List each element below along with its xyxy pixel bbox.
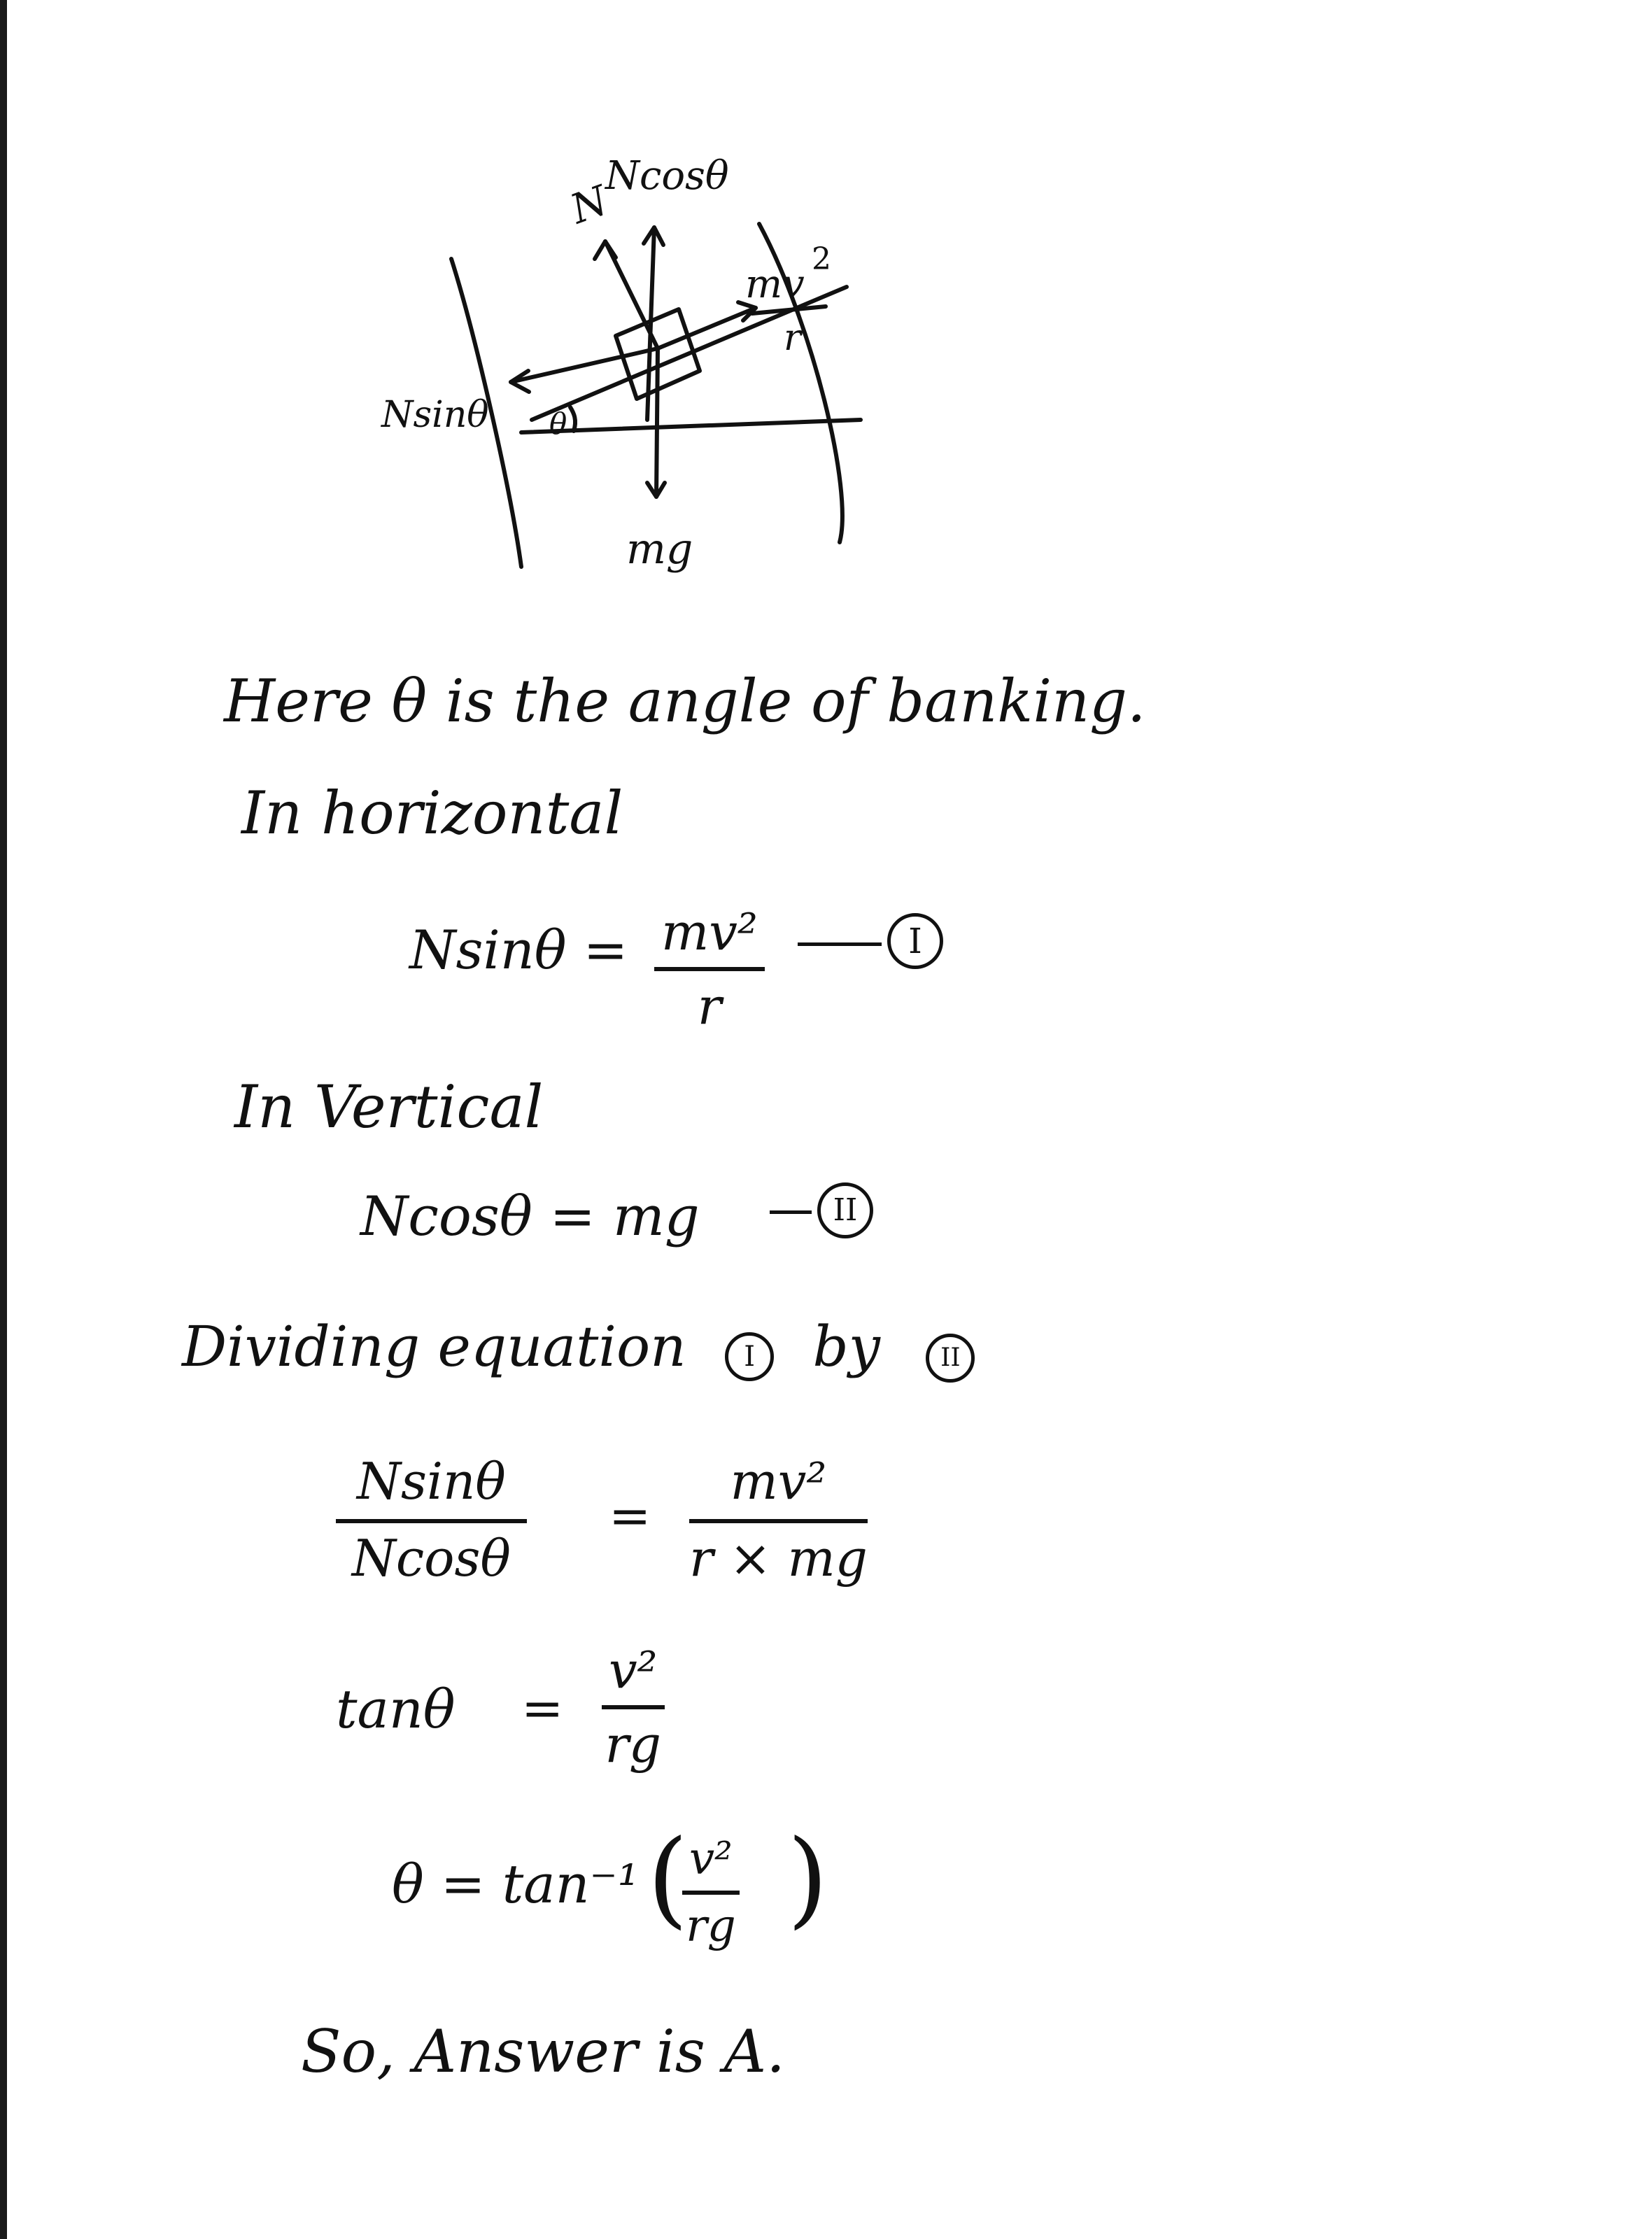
text-dividing-equation bbox=[182, 1314, 975, 1383]
mg-arrow bbox=[656, 348, 658, 497]
eq2: Ncosθ = mg bbox=[360, 1185, 700, 1248]
eq4-fraction bbox=[602, 1641, 665, 1774]
eq1-fraction bbox=[654, 903, 765, 1036]
eq1-tag bbox=[798, 913, 943, 969]
dividing-text-a: Dividing equation bbox=[182, 1314, 686, 1379]
eq3-right-fraction bbox=[689, 1452, 868, 1588]
eq4-numerator: v² bbox=[602, 1641, 665, 1709]
dividing-text-b: by bbox=[812, 1314, 880, 1379]
text-answer: So, Answer is A. bbox=[301, 2017, 785, 2086]
label-nsin: Nsinθ bbox=[381, 394, 489, 436]
eq1-lhs: Nsinθ = bbox=[409, 919, 628, 981]
eq5-denominator: rg bbox=[686, 1900, 736, 1952]
eq2-tag-circle: II bbox=[817, 1182, 873, 1238]
eq4-lhs: tanθ bbox=[336, 1678, 456, 1740]
label-n: N bbox=[564, 176, 614, 234]
angle-arc bbox=[570, 407, 575, 431]
eq3-left-denominator: Ncosθ bbox=[351, 1529, 511, 1588]
eq5-numerator: v² bbox=[682, 1833, 740, 1895]
eq3-right-denominator: r × mg bbox=[689, 1529, 868, 1588]
eq3-right-numerator: mv² bbox=[689, 1452, 868, 1523]
label-mv: mv bbox=[745, 262, 805, 307]
label-ncos: Ncosθ bbox=[605, 153, 729, 199]
text-in-vertical: In Vertical bbox=[234, 1073, 544, 1141]
eq1-tag-circle: I bbox=[887, 913, 943, 969]
eq5-fraction bbox=[682, 1833, 740, 1952]
eq5-lhs: θ = tan⁻¹ bbox=[392, 1853, 640, 1915]
eq3-left-fraction bbox=[336, 1452, 527, 1588]
eq3-left-numerator: Nsinθ bbox=[336, 1452, 527, 1523]
label-mv-exp: 2 bbox=[812, 241, 831, 277]
label-r-diagram: r bbox=[784, 317, 801, 359]
page-left-edge bbox=[0, 0, 7, 2239]
eq1-denominator: r bbox=[697, 977, 722, 1036]
text-in-horizontal: In horizontal bbox=[241, 779, 623, 847]
banking-force-diagram bbox=[364, 126, 994, 630]
eq1-numerator: mv² bbox=[654, 903, 765, 971]
eq5-open-paren: ( bbox=[647, 1818, 689, 1940]
eq3-equals: = bbox=[609, 1486, 651, 1545]
eq4-equals: = bbox=[521, 1679, 564, 1737]
eq4-denominator: rg bbox=[605, 1715, 662, 1774]
text-angle-of-banking: Here θ is the angle of banking. bbox=[224, 667, 1146, 735]
dividing-tag-2: II bbox=[926, 1334, 975, 1383]
dividing-tag-1: I bbox=[725, 1332, 774, 1381]
eq2-tag bbox=[770, 1182, 873, 1238]
eq5-close-paren: ) bbox=[787, 1818, 828, 1940]
label-theta: θ bbox=[549, 407, 567, 441]
label-mg: mg bbox=[626, 525, 693, 574]
